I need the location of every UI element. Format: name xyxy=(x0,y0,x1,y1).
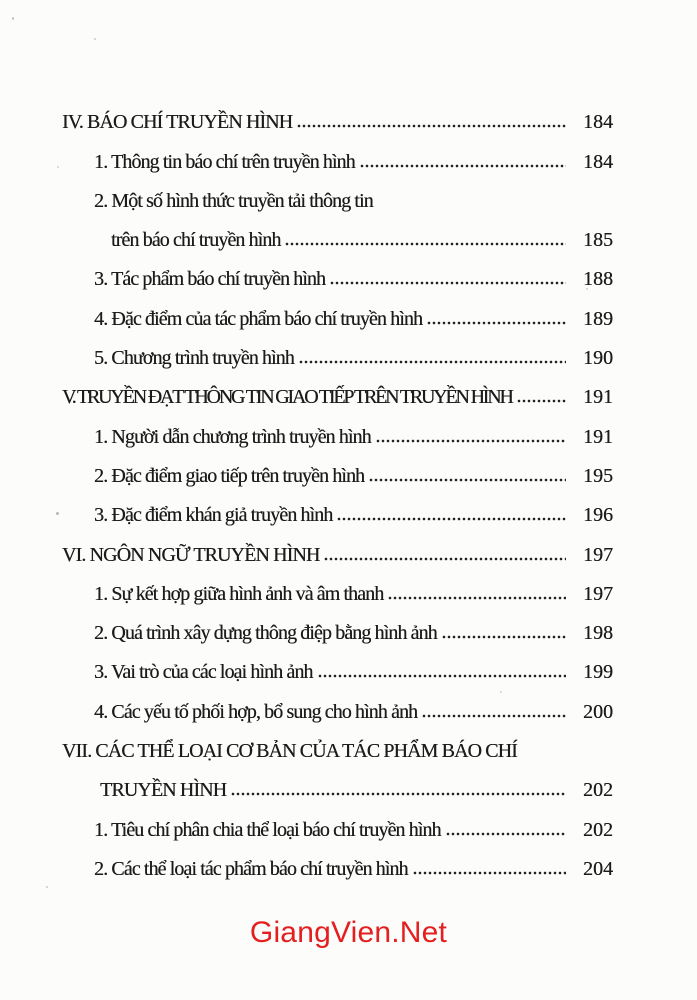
toc-entry-label: 1. Thông tin báo chí trên truyền hình xyxy=(94,150,355,173)
toc-row-item xyxy=(0,644,613,683)
toc-page-number: 188 xyxy=(583,268,613,291)
toc-entry-label: trên báo chí truyền hình xyxy=(111,229,281,252)
toc-entry-label: 2. Đặc điểm giao tiếp trên truyền hình xyxy=(94,464,365,487)
toc-entry-label: 4. Đặc điểm của tác phẩm báo chí truyền hình xyxy=(94,307,423,330)
table-of-contents xyxy=(0,94,697,880)
toc-entry-label: 5. Chương trình truyền hình xyxy=(94,347,294,370)
toc-entry-label: 3. Tác phẩm báo chí truyền hình xyxy=(94,268,326,291)
dot-leader xyxy=(369,478,566,482)
toc-page-number: 191 xyxy=(583,425,613,448)
toc-row-item xyxy=(0,330,613,369)
dot-leader xyxy=(422,714,566,718)
toc-page-number: 185 xyxy=(583,229,613,252)
toc-row-item xyxy=(0,251,613,290)
dot-leader xyxy=(324,557,566,561)
toc-entry-label: VI. NGÔN NGỮ TRUYỀN HÌNH xyxy=(62,543,320,566)
toc-row-section xyxy=(0,526,613,565)
dot-leader xyxy=(299,360,566,364)
dot-leader xyxy=(413,871,566,875)
toc-row-item xyxy=(0,487,613,526)
scan-speck xyxy=(94,38,96,40)
toc-row-item xyxy=(0,448,613,487)
toc-page-number: 199 xyxy=(583,661,613,684)
toc-row-section xyxy=(0,94,613,133)
toc-entry-label: IV. BÁO CHÍ TRUYỀN HÌNH xyxy=(62,111,293,134)
toc-page-number: 184 xyxy=(583,111,613,134)
scan-speck xyxy=(57,166,59,168)
toc-entry-label: 1. Sự kết hợp giữa hình ảnh và âm thanh xyxy=(94,582,384,605)
dot-leader xyxy=(446,832,566,836)
toc-row-item xyxy=(0,133,613,172)
toc-page-number: 196 xyxy=(583,504,613,527)
toc-entry-label: 2. Một số hình thức truyền tải thông tin xyxy=(94,189,373,212)
toc-page-number: 202 xyxy=(583,818,613,841)
toc-row-section xyxy=(0,369,613,408)
toc-entry-label: 1. Người dẫn chương trình truyền hình xyxy=(94,425,371,448)
dot-leader xyxy=(376,439,566,443)
dot-leader xyxy=(337,517,566,521)
toc-page-number: 198 xyxy=(583,622,613,645)
toc-entry-label: 3. Đặc điểm khán giả truyền hình xyxy=(94,504,333,527)
dot-leader xyxy=(297,124,566,128)
toc-page-number: 197 xyxy=(583,582,613,605)
toc-entry-label: 3. Vai trò của các loại hình ảnh xyxy=(94,661,313,684)
toc-row-item xyxy=(0,801,613,840)
toc-entry-label: V. TRUYỀN ĐẠT THÔNG TIN GIAO TIẾP TRÊN TRUYỀN HÌNH xyxy=(62,386,512,409)
toc-row-item xyxy=(0,173,613,212)
toc-entry-label: 4. Các yếu tố phối hợp, bổ sung cho hình ảnh xyxy=(94,700,418,723)
dot-leader xyxy=(360,164,566,168)
toc-page-number: 197 xyxy=(583,543,613,566)
toc-row-item xyxy=(0,841,613,880)
dot-leader xyxy=(388,596,566,600)
scan-speck xyxy=(56,512,59,515)
toc-page-number: 191 xyxy=(583,386,613,409)
toc-entry-label: 1. Tiêu chí phân chia thể loại báo chí truyền hình xyxy=(94,818,441,841)
toc-page-number: 184 xyxy=(583,150,613,173)
toc-row-item xyxy=(0,605,613,644)
dot-leader xyxy=(285,242,566,246)
toc-page-number: 190 xyxy=(583,347,613,370)
toc-row-continuation xyxy=(0,762,613,801)
toc-entry-label: TRUYỀN HÌNH xyxy=(100,779,227,802)
scan-speck xyxy=(46,886,48,888)
scan-speck xyxy=(586,288,588,290)
dot-leader xyxy=(330,281,566,285)
toc-row-item xyxy=(0,290,613,329)
dot-leader xyxy=(442,635,566,639)
dot-leader xyxy=(427,321,566,325)
scan-speck xyxy=(500,691,502,693)
toc-page-number: 200 xyxy=(583,700,613,723)
toc-page-number: 195 xyxy=(583,464,613,487)
toc-row-item xyxy=(0,683,613,722)
scan-speck xyxy=(12,17,14,20)
toc-row-item xyxy=(0,408,613,447)
toc-page-number: 204 xyxy=(583,857,613,880)
dot-leader xyxy=(231,792,566,796)
toc-entry-label: 2. Quá trình xây dựng thông điệp bằng hình ảnh xyxy=(94,622,437,645)
toc-row-item xyxy=(0,566,613,605)
toc-page-number: 202 xyxy=(583,779,613,802)
watermark-text: GiangVien.Net xyxy=(249,916,448,949)
toc-row-section xyxy=(0,723,613,762)
toc-row-continuation xyxy=(0,212,613,251)
toc-entry-label: VII. CÁC THỂ LOẠI CƠ BẢN CỦA TÁC PHẨM BÁO CHÍ xyxy=(62,740,517,763)
dot-leader xyxy=(517,399,566,403)
toc-page-number: 189 xyxy=(583,307,613,330)
dot-leader xyxy=(318,674,566,678)
toc-entry-label: 2. Các thể loại tác phẩm báo chí truyền hình xyxy=(94,857,408,880)
